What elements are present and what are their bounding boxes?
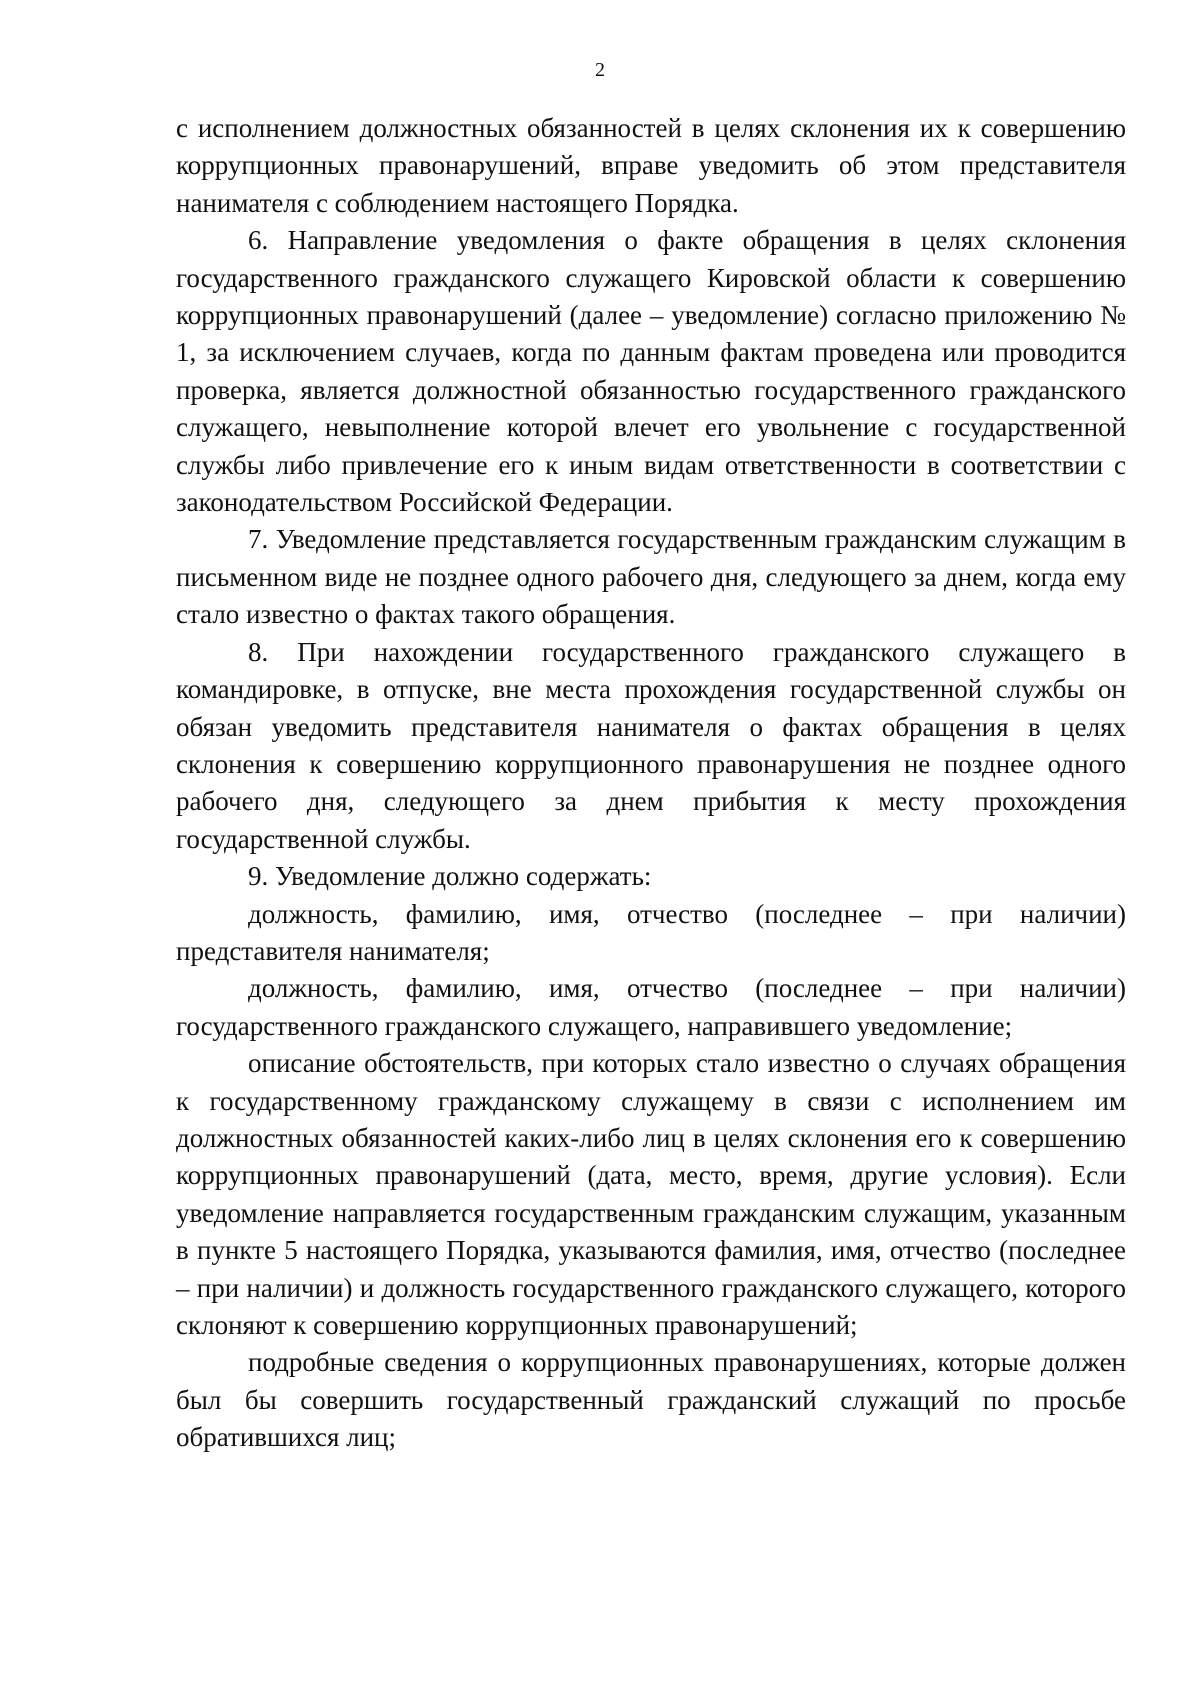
list-entry-employer-representative: должность, фамилию, имя, отчество (последнее – при наличии) представителя нанимателя; [176,898,1126,966]
paragraph-item-6: 6. Направление уведомления о факте обращения в целях склонения государственного гражданского служащего Кировской области к совершению коррупционных правонарушений (далее – уведомление) согласно приложению № 1, за исключением случаев, когда по данным фактам проведена или проводится проверка, является должностной обязанностью государственного гражданского служащего, невыполнение которой влечет его увольнение с государственной службы либо привлечение его к иным видам ответственности в соответствии с законодательством Российской Федерации. [176,225,1126,518]
paragraph-item-7: 7. Уведомление представляется государственным гражданским служащим в письменном виде не позднее одного рабочего дня, следующего за днем, когда ему стало известно о фактах такого обращения. [176,524,1126,630]
paragraph-item-9: 9. Уведомление должно содержать: [248,861,652,892]
page-number: 2 [595,59,605,81]
list-entry-offense-details: подробные сведения о коррупционных правонарушениях, которые должен был бы совершить государственный гражданский служащий по просьбе обратившихся лиц; [176,1347,1126,1453]
paragraph-continuation: с исполнением должностных обязанностей в целях склонения их к совершению коррупционных правонарушений, вправе уведомить об этом представителя нанимателя с соблюдением настоящего Порядка. [176,113,1126,218]
list-entry-circumstances: описание обстоятельств, при которых стало известно о случаях обращения к государственному гражданскому служащему в связи с исполнением им должностных обязанностей каких-либо лиц в целях склонения его к совершению коррупционных правонарушений (дата, место, время, другие условия). Если уведомление направляется государственным гражданским служащим, указанным в пункте 5 настоящего Порядка, указываются фамилия, имя, отчество (последнее – при наличии) и должность государственного гражданского служащего, которого склоняют к совершению коррупционных правонарушений; [176,1048,1126,1340]
document-body [176,110,1126,1457]
list-entry-civil-servant: должность, фамилию, имя, отчество (последнее – при наличии) государственного гражданского служащего, направившего уведомление; [176,973,1126,1041]
paragraph-item-8: 8. При нахождении государственного гражданского служащего в командировке, в отпуске, вне места прохождения государственной службы он обязан уведомить представителя нанимателя о фактах обращения в целях склонения к совершению коррупционного правонарушения не позднее одного рабочего дня, следующего за днем прибытия к месту прохождения государственной службы. [176,636,1126,854]
